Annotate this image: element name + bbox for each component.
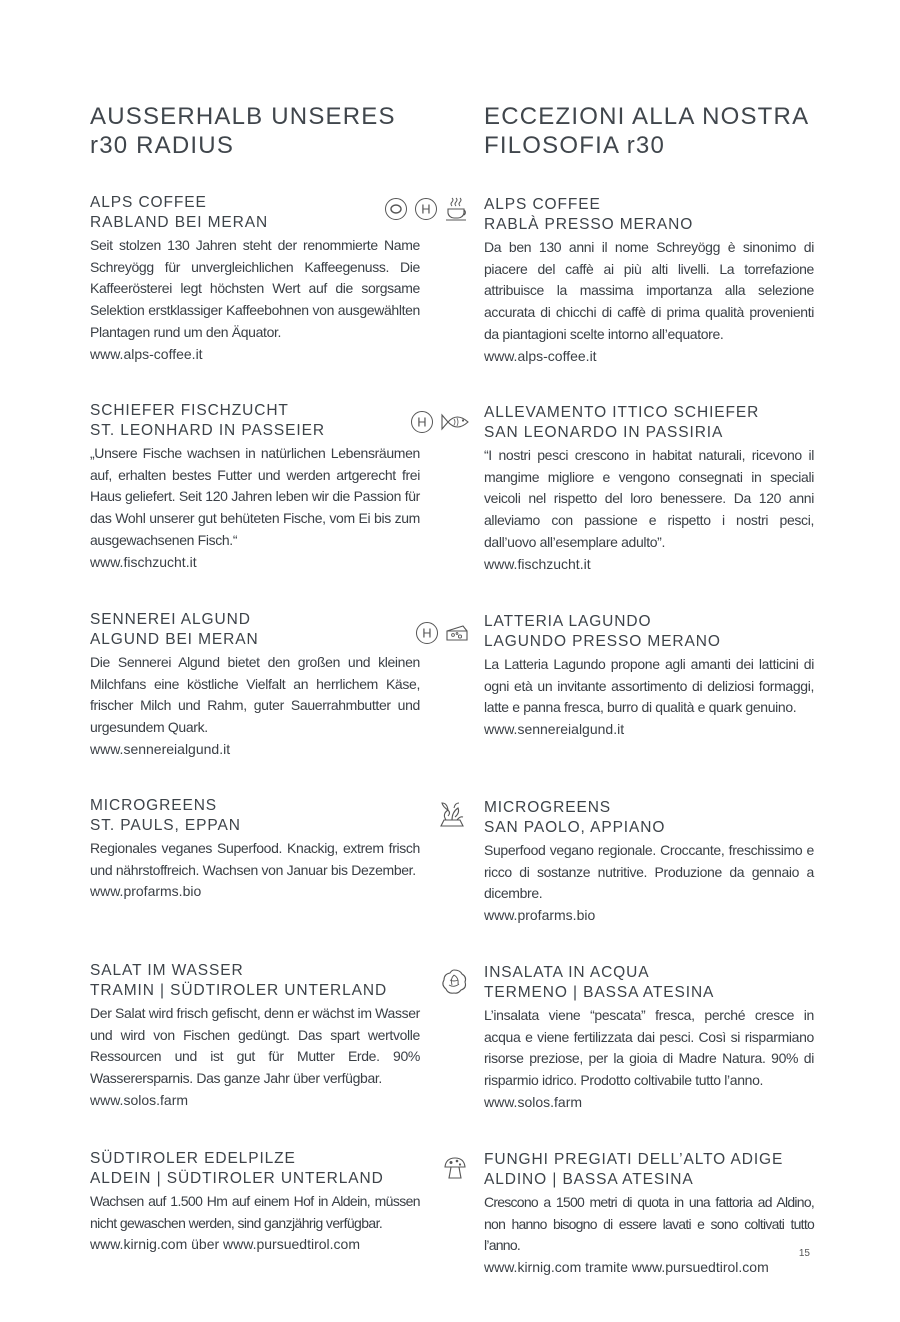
- entry-title: INSALATA IN ACQUA: [484, 964, 650, 981]
- entry-funghi-it: [484, 1150, 814, 1279]
- entry-location: LAGUNDO PRESSO MERANO: [484, 633, 721, 650]
- entry-microgreens-it: [484, 798, 814, 927]
- mushroom-icons: [442, 1155, 468, 1181]
- entry-url[interactable]: www.sennereialgund.it: [484, 721, 625, 738]
- entry-alps-coffee-it: [484, 195, 814, 367]
- entry-location: SAN LEONARDO IN PASSIRIA: [484, 424, 724, 441]
- entry-fischzucht-de: [90, 401, 420, 573]
- entry-location: ST. PAULS, EPPAN: [90, 817, 241, 834]
- entry-location: ALGUND BEI MERAN: [90, 631, 259, 648]
- page-number: 15: [798, 1248, 810, 1259]
- entry-title: MICROGREENS: [484, 799, 612, 816]
- entry-text: „Unsere Fische wachsen in natürlichen Lebensräumen auf, erhalten bestes Futter und werden artgerecht frei Haus geliefert. Seit 120 Jahren leben wir die Passion für das Wohl unserer gut behüteten Fische, vom Ei bis zum ausgewachsenen Fisch.“: [90, 445, 420, 548]
- entry-location: TRAMIN | SÜDTIROLER UNTERLAND: [90, 982, 388, 999]
- german-heading: [90, 102, 430, 160]
- entry-text: Wachsen auf 1.500 Hm auf einem Hof in Aldein, müssen nicht gewaschen werden, sind ganzjährig verfügbar.: [90, 1193, 420, 1231]
- entry-url[interactable]: www.profarms.bio: [90, 883, 202, 900]
- entry-location: RABLAND BEI MERAN: [90, 214, 269, 231]
- entry-location: ALDINO | BASSA ATESINA: [484, 1171, 694, 1188]
- microgreens-icons: [437, 800, 467, 830]
- organic-o-icon: [384, 197, 408, 221]
- entry-url[interactable]: www.fischzucht.it: [484, 555, 591, 572]
- entry-alps-coffee-de: [90, 193, 420, 365]
- entry-microgreens-de: [90, 796, 420, 903]
- entry-location: TERMENO | BASSA ATESINA: [484, 984, 715, 1001]
- entry-url[interactable]: www.sennereialgund.it: [90, 740, 231, 757]
- entry-title: SALAT IM WASSER: [90, 962, 244, 979]
- entry-location: RABLÀ PRESSO MERANO: [484, 216, 694, 233]
- entry-sennerei-de: [90, 610, 420, 761]
- entry-text: Da ben 130 anni il nome Schreyögg è sinonimo di piacere del caffè ai più alti livelli. La torrefazione attribuisce la massima importanza alla selezione accurata di chicchi di caffè di prima qualità provenienti da piantagioni scelte intorno all’equatore.: [484, 239, 814, 342]
- entry-text: Die Sennerei Algund bietet den großen und kleinen Milchfans eine köstliche Vielfalt an herrlichem Käse, frischer Milch und Rahm, guter Sauerrahmbutter und urgesundem Quark.: [90, 654, 420, 736]
- entry-title: SCHIEFER FISCHZUCHT: [90, 402, 289, 419]
- dairy-icons: [415, 621, 469, 645]
- salad-icons: [440, 967, 468, 995]
- entry-location: ALDEIN | SÜDTIROLER UNTERLAND: [90, 1170, 384, 1187]
- entry-title: ALLEVAMENTO ITTICO SCHIEFER: [484, 404, 760, 421]
- entry-url[interactable]: www.alps-coffee.it: [484, 347, 597, 364]
- italian-heading-line2: FILOSOFIA r30: [484, 132, 665, 159]
- italian-heading: [484, 102, 824, 160]
- entry-title: LATTERIA LAGUNDO: [484, 613, 652, 630]
- cheese-icon: [445, 623, 469, 643]
- entry-title: SÜDTIROLER EDELPILZE: [90, 1150, 296, 1167]
- entry-insalata-it: [484, 963, 814, 1114]
- entry-ittico-it: [484, 403, 814, 575]
- fish-icons: [410, 410, 470, 434]
- italian-heading-line1: ECCEZIONI ALLA NOSTRA: [484, 103, 810, 130]
- entry-url[interactable]: www.kirnig.com über www.pursuedtirol.com: [90, 1236, 360, 1253]
- coffee-icons: [384, 196, 470, 222]
- entry-text: Crescono a 1500 metri di quota in una fattoria ad Aldino, non hanno bisogno di essere lavati e sono coltivati tutto l’anno.: [484, 1194, 814, 1254]
- german-heading-line1: AUSSERHALB UNSERES: [90, 103, 396, 130]
- entry-text: Seit stolzen 130 Jahren steht der renommierte Name Schreyögg für unvergleichlichen Kaffeegenuss. Die Kaffeerösterei legt höchsten Wert auf die sorgsame Selektion erstklassiger Kaffeebohnen von ausgewählten Plantagen rund um den Äquator.: [90, 237, 420, 340]
- entry-text: La Latteria Lagundo propone agli amanti dei latticini di ogni età un invitante assortimento di deliziosi formaggi, latte e panna fresca, burro di qualità e quark genuino.: [484, 656, 814, 716]
- coffee-cup-icon: [444, 196, 470, 222]
- entry-url[interactable]: www.kirnig.com tramite www.pursuedtirol.com: [484, 1259, 769, 1276]
- entry-text: L’insalata viene “pescata” fresca, perché cresce in acqua e viene fertilizzata dai pesci. Così si risparmiano risorse preziose, per la gioia di Madre Natura. 90% di risparmio idrico. Prodotto coltivabile tutto l’anno.: [484, 1007, 814, 1089]
- entry-text: Regionales veganes Superfood. Knackig, extrem frisch und nährstoffreich. Wachsen von Januar bis Dezember.: [90, 840, 420, 878]
- entry-latteria-it: [484, 612, 814, 741]
- entry-salat-de: [90, 961, 420, 1112]
- entry-url[interactable]: www.profarms.bio: [484, 907, 596, 924]
- entry-url[interactable]: www.solos.farm: [90, 1091, 189, 1108]
- mushroom-icon: [442, 1155, 468, 1181]
- lettuce-icon: [440, 967, 468, 995]
- fish-icon: [440, 411, 470, 433]
- entry-url[interactable]: www.alps-coffee.it: [90, 345, 203, 362]
- entry-location: SAN PAOLO, APPIANO: [484, 819, 666, 836]
- entry-title: MICROGREENS: [90, 797, 218, 814]
- entry-text: Der Salat wird frisch gefischt, denn er wächst im Wasser und wird von Fischen gedüngt. Das spart wertvolle Ressourcen und ist gut für Mutter Erde. 90% Wasserersparnis. Das ganze Jahr über verfügbar.: [90, 1005, 420, 1087]
- h-badge-letter: H: [417, 414, 427, 430]
- h-badge-icon: [414, 197, 438, 221]
- entry-title: ALPS COFFEE: [90, 194, 207, 211]
- german-heading-line2: r30 RADIUS: [90, 132, 235, 159]
- entry-title: SENNEREI ALGUND: [90, 611, 251, 628]
- h-badge-icon: [415, 621, 439, 645]
- entry-text: “I nostri pesci crescono in habitat naturali, ricevono il mangime migliore e vengono consegnati in speciali veicoli nel rispetto del loro benessere. Da 120 anni alleviamo con passione e rispetto i nostri pesci, dall’uovo all’esemplare adulto”.: [484, 447, 814, 550]
- entry-url[interactable]: www.solos.farm: [484, 1093, 583, 1110]
- entry-text: Superfood vegano regionale. Croccante, freschissimo e ricco di sostanze nutritive. Produzione da gennaio a dicembre.: [484, 842, 814, 902]
- entry-location: ST. LEONHARD IN PASSEIER: [90, 422, 325, 439]
- h-badge-icon: [410, 410, 434, 434]
- entry-edelpilze-de: [90, 1149, 420, 1256]
- entry-title: FUNGHI PREGIATI DELL’ALTO ADIGE: [484, 1151, 784, 1168]
- h-badge-letter: H: [422, 625, 432, 641]
- entry-url[interactable]: www.fischzucht.it: [90, 553, 197, 570]
- h-badge-letter: H: [421, 201, 431, 217]
- microgreens-icon: [437, 800, 467, 830]
- entry-title: ALPS COFFEE: [484, 196, 601, 213]
